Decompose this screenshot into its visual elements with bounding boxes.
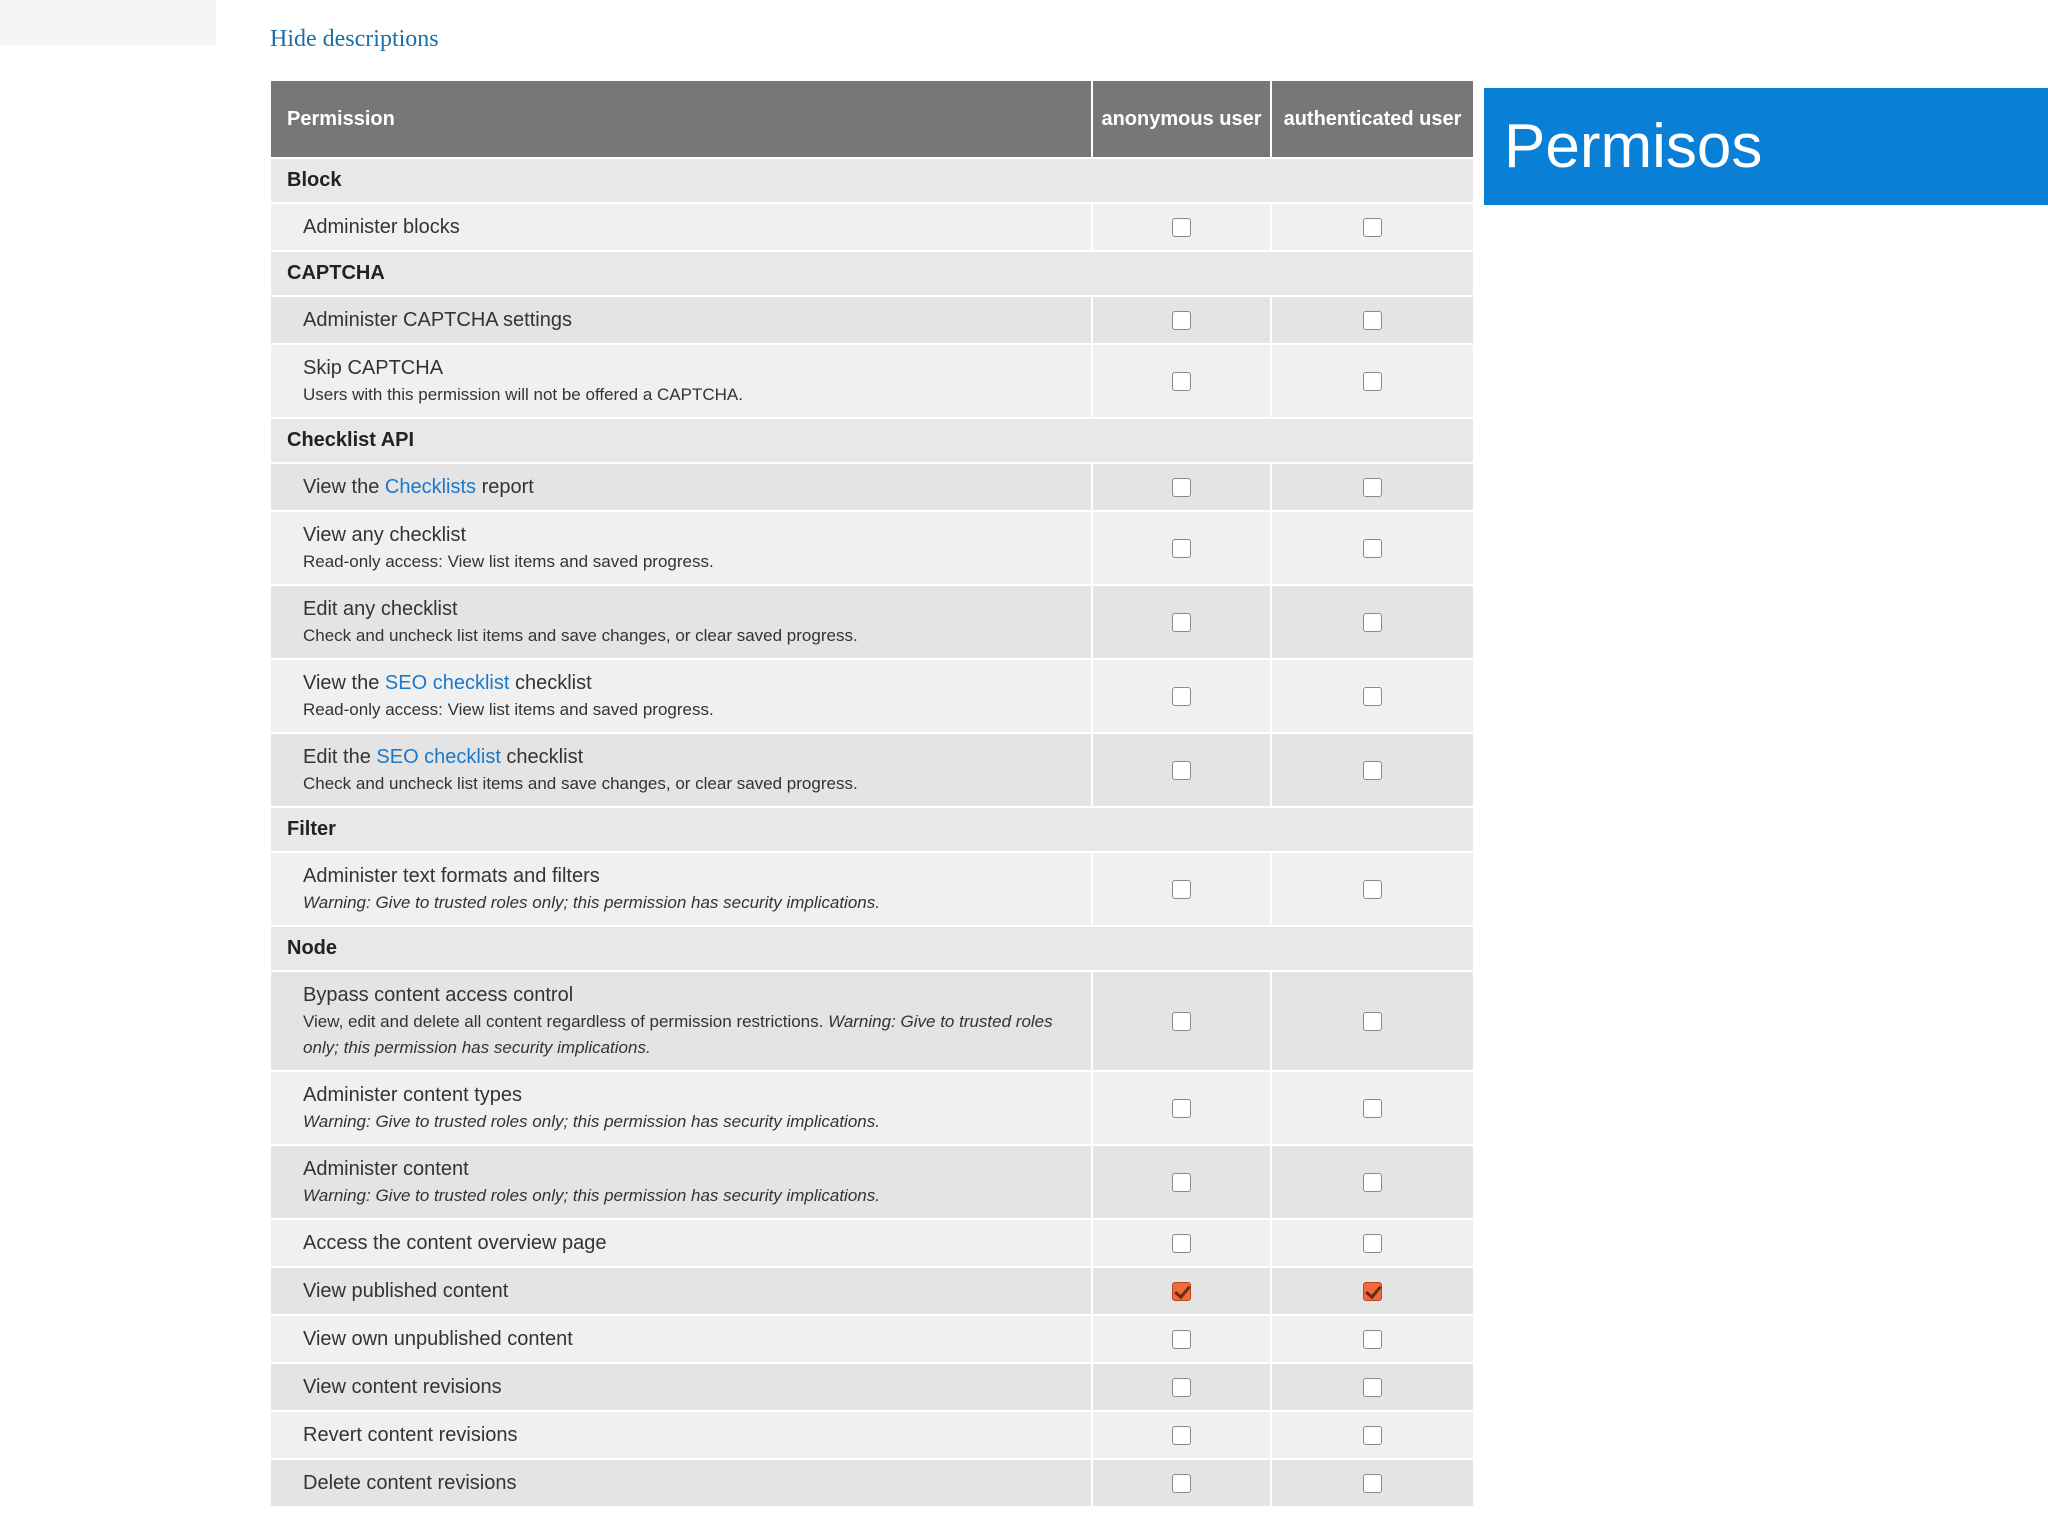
- checkbox[interactable]: [1172, 1173, 1191, 1192]
- checkbox-checked[interactable]: [1172, 1282, 1191, 1301]
- checkbox-cell-authenticated: [1271, 1411, 1473, 1459]
- permission-cell: [271, 511, 1092, 585]
- table-row: [271, 733, 1473, 807]
- checkbox-cell-authenticated: [1271, 463, 1473, 511]
- permission-title: [303, 1469, 1075, 1497]
- checkbox[interactable]: [1363, 311, 1382, 330]
- table-row: [271, 203, 1473, 251]
- table-row: [271, 1071, 1473, 1145]
- table-row: [271, 463, 1473, 511]
- checkbox[interactable]: [1172, 687, 1191, 706]
- table-row: [271, 971, 1473, 1071]
- permission-title-text: Administer content: [303, 1158, 469, 1180]
- sidebar-panel: [0, 0, 216, 45]
- table-row: [271, 585, 1473, 659]
- permission-title-link[interactable]: SEO checklist: [376, 746, 501, 768]
- permission-title: [303, 862, 1075, 890]
- checkbox-cell-anonymous: [1092, 511, 1271, 585]
- permission-title-text: View any checklist: [303, 524, 467, 546]
- checkbox-cell-authenticated: [1271, 1459, 1473, 1506]
- role-column-header-anonymous: anonymous user: [1092, 81, 1271, 158]
- permission-title: [303, 473, 1075, 501]
- checkbox[interactable]: [1172, 880, 1191, 899]
- permission-title-link[interactable]: Checklists: [384, 476, 477, 498]
- table-row: [271, 1459, 1473, 1506]
- permission-description: [303, 382, 1075, 408]
- checkbox[interactable]: [1363, 1099, 1382, 1118]
- checkbox[interactable]: [1363, 218, 1382, 237]
- permission-title-text: Access the content overview page: [303, 1232, 607, 1254]
- table-header-row: [271, 81, 1473, 158]
- checkbox-cell-authenticated: [1271, 971, 1473, 1071]
- permission-column-header: Permission: [271, 81, 1092, 158]
- checkbox[interactable]: [1172, 1474, 1191, 1493]
- permission-title: [303, 1081, 1075, 1109]
- checkbox[interactable]: [1172, 1330, 1191, 1349]
- checkbox-cell-authenticated: [1271, 511, 1473, 585]
- permission-title-text: View the: [303, 476, 385, 498]
- permission-cell: [271, 1459, 1092, 1506]
- checkbox-cell-anonymous: [1092, 1071, 1271, 1145]
- checkbox[interactable]: [1363, 539, 1382, 558]
- checkbox[interactable]: [1363, 1330, 1382, 1349]
- module-name: Filter: [271, 807, 1473, 852]
- module-name: Block: [271, 158, 1473, 203]
- permission-description-text: Read-only access: View list items and saved progress.: [303, 700, 714, 719]
- permission-title: [303, 1155, 1075, 1183]
- permission-description: [303, 1009, 1075, 1061]
- checkbox-cell-authenticated: [1271, 1219, 1473, 1267]
- permission-description: [303, 623, 1075, 649]
- table-row: [271, 1145, 1473, 1219]
- checkbox-cell-anonymous: [1092, 296, 1271, 344]
- permission-warning-text: Warning: Give to trusted roles only; this permission has security implications.: [303, 1112, 880, 1131]
- checkbox[interactable]: [1172, 1426, 1191, 1445]
- permission-warning-text: Warning: Give to trusted roles only; this permission has security implications.: [303, 1012, 1053, 1057]
- checkbox-cell-authenticated: [1271, 1145, 1473, 1219]
- permission-cell: [271, 1363, 1092, 1411]
- checkbox-cell-anonymous: [1092, 463, 1271, 511]
- checkbox-cell-anonymous: [1092, 1411, 1271, 1459]
- checkbox[interactable]: [1363, 1426, 1382, 1445]
- checkbox-cell-authenticated: [1271, 1315, 1473, 1363]
- permission-cell: [271, 1219, 1092, 1267]
- checkbox[interactable]: [1172, 218, 1191, 237]
- permission-title: [303, 1421, 1075, 1449]
- checkbox[interactable]: [1172, 372, 1191, 391]
- permission-title-text: checklist: [509, 672, 592, 694]
- module-row: [271, 251, 1473, 296]
- checkbox-cell-authenticated: [1271, 203, 1473, 251]
- checkbox-cell-anonymous: [1092, 1363, 1271, 1411]
- checkbox[interactable]: [1172, 761, 1191, 780]
- permission-cell: [271, 971, 1092, 1071]
- permission-title-text: View published content: [303, 1280, 509, 1302]
- permission-title: [303, 1325, 1075, 1353]
- checkbox-cell-anonymous: [1092, 852, 1271, 926]
- checkbox-cell-authenticated: [1271, 852, 1473, 926]
- checkbox[interactable]: [1172, 1378, 1191, 1397]
- permission-title-text: Administer text formats and filters: [303, 865, 600, 887]
- checkbox[interactable]: [1172, 539, 1191, 558]
- permission-title-text: checklist: [500, 746, 584, 768]
- permission-cell: [271, 1411, 1092, 1459]
- module-row: [271, 158, 1473, 203]
- checkbox-cell-authenticated: [1271, 296, 1473, 344]
- permission-description-text: Users with this permission will not be offered a CAPTCHA.: [303, 385, 743, 404]
- permission-cell: [271, 733, 1092, 807]
- permission-cell: [271, 463, 1092, 511]
- table-row: [271, 1363, 1473, 1411]
- checkbox[interactable]: [1172, 613, 1191, 632]
- permission-warning-text: Warning: Give to trusted roles only; this permission has security implications.: [303, 893, 880, 912]
- checkbox[interactable]: [1172, 1012, 1191, 1031]
- checkbox-cell-anonymous: [1092, 1459, 1271, 1506]
- permission-title: [303, 1229, 1075, 1257]
- table-row: [271, 511, 1473, 585]
- permisos-banner: Permisos: [1484, 88, 2048, 205]
- module-name: CAPTCHA: [271, 251, 1473, 296]
- table-row: [271, 1315, 1473, 1363]
- checkbox[interactable]: [1363, 880, 1382, 899]
- permission-description-text: Check and uncheck list items and save changes, or clear saved progress.: [303, 626, 858, 645]
- permission-title: [303, 981, 1075, 1009]
- permission-cell: [271, 1315, 1092, 1363]
- permission-description: [303, 890, 1075, 916]
- permission-description-text: Read-only access: View list items and saved progress.: [303, 552, 714, 571]
- permission-cell: [271, 203, 1092, 251]
- permission-description: [303, 1183, 1075, 1209]
- checkbox[interactable]: [1172, 478, 1191, 497]
- table-row: [271, 1267, 1473, 1315]
- checkbox-cell-anonymous: [1092, 971, 1271, 1071]
- permission-cell: [271, 852, 1092, 926]
- checkbox-cell-anonymous: [1092, 1315, 1271, 1363]
- permission-cell: [271, 1267, 1092, 1315]
- permission-title: [303, 743, 1075, 771]
- permission-description-text: Check and uncheck list items and save changes, or clear saved progress.: [303, 774, 858, 793]
- role-column-header-authenticated: authenticated user: [1271, 81, 1473, 158]
- permission-description: [303, 1109, 1075, 1135]
- permission-description: [303, 549, 1075, 575]
- permission-title: [303, 213, 1075, 241]
- table-row: [271, 1219, 1473, 1267]
- permission-title: [303, 1373, 1075, 1401]
- permission-title-text: Administer content types: [303, 1084, 522, 1106]
- checkbox[interactable]: [1363, 1012, 1382, 1031]
- permission-title-text: Edit any checklist: [303, 598, 458, 620]
- checkbox-cell-authenticated: [1271, 344, 1473, 418]
- permissions-table: [271, 81, 1473, 1506]
- checkbox-cell-anonymous: [1092, 1219, 1271, 1267]
- permission-title: [303, 1277, 1075, 1305]
- permission-title: [303, 521, 1075, 549]
- permission-description: [303, 697, 1075, 723]
- module-row: [271, 418, 1473, 463]
- checkbox[interactable]: [1172, 1099, 1191, 1118]
- permission-cell: [271, 344, 1092, 418]
- permission-cell: [271, 1071, 1092, 1145]
- checkbox[interactable]: [1363, 687, 1382, 706]
- checkbox-cell-authenticated: [1271, 733, 1473, 807]
- table-row: [271, 1411, 1473, 1459]
- checkbox[interactable]: [1363, 1378, 1382, 1397]
- table-row: [271, 659, 1473, 733]
- permission-title-text: report: [476, 476, 534, 498]
- table-row: [271, 852, 1473, 926]
- checkbox[interactable]: [1172, 311, 1191, 330]
- checkbox-cell-anonymous: [1092, 1145, 1271, 1219]
- module-name: Checklist API: [271, 418, 1473, 463]
- checkbox-cell-authenticated: [1271, 1267, 1473, 1315]
- checkbox[interactable]: [1363, 1173, 1382, 1192]
- permission-title-text: Administer blocks: [303, 216, 460, 238]
- permission-description: [303, 771, 1075, 797]
- checkbox[interactable]: [1172, 1234, 1191, 1253]
- checkbox[interactable]: [1363, 1234, 1382, 1253]
- permission-title-text: Delete content revisions: [303, 1472, 517, 1494]
- checkbox[interactable]: [1363, 613, 1382, 632]
- permission-description-text: View, edit and delete all content regardless of permission restrictions.: [303, 1012, 829, 1031]
- permission-title: [303, 354, 1075, 382]
- checkbox-cell-anonymous: [1092, 344, 1271, 418]
- checkbox-cell-authenticated: [1271, 1363, 1473, 1411]
- module-row: [271, 807, 1473, 852]
- permission-title: [303, 669, 1075, 697]
- checkbox-cell-anonymous: [1092, 1267, 1271, 1315]
- permission-title-text: Revert content revisions: [303, 1424, 518, 1446]
- table-row: [271, 296, 1473, 344]
- permissions-table-body: [271, 158, 1473, 1506]
- checkbox[interactable]: [1363, 1474, 1382, 1493]
- permission-cell: [271, 1145, 1092, 1219]
- permission-title-text: Skip CAPTCHA: [303, 357, 444, 379]
- checkbox-cell-authenticated: [1271, 659, 1473, 733]
- checkbox[interactable]: [1363, 372, 1382, 391]
- checkbox-cell-authenticated: [1271, 585, 1473, 659]
- permission-cell: [271, 296, 1092, 344]
- table-row: [271, 344, 1473, 418]
- permission-title-text: View content revisions: [303, 1376, 502, 1398]
- checkbox[interactable]: [1363, 478, 1382, 497]
- checkbox-cell-anonymous: [1092, 585, 1271, 659]
- checkbox-cell-anonymous: [1092, 659, 1271, 733]
- checkbox-checked[interactable]: [1363, 1282, 1382, 1301]
- permission-warning-text: Warning: Give to trusted roles only; this permission has security implications.: [303, 1186, 880, 1205]
- checkbox[interactable]: [1363, 761, 1382, 780]
- checkbox-cell-anonymous: [1092, 203, 1271, 251]
- permission-title-text: View the: [303, 672, 385, 694]
- permission-title-text: View own unpublished content: [303, 1328, 573, 1350]
- permission-title-text: Edit the: [303, 746, 377, 768]
- permission-cell: [271, 585, 1092, 659]
- hide-descriptions-link[interactable]: Hide descriptions: [270, 26, 439, 52]
- permission-title: [303, 306, 1075, 334]
- permission-title: [303, 595, 1075, 623]
- permission-title-link[interactable]: SEO checklist: [384, 672, 510, 694]
- permission-title-text: Administer CAPTCHA settings: [303, 309, 572, 331]
- permission-cell: [271, 659, 1092, 733]
- checkbox-cell-authenticated: [1271, 1071, 1473, 1145]
- module-row: [271, 926, 1473, 971]
- permission-title-text: Bypass content access control: [303, 984, 574, 1006]
- module-name: Node: [271, 926, 1473, 971]
- checkbox-cell-anonymous: [1092, 733, 1271, 807]
